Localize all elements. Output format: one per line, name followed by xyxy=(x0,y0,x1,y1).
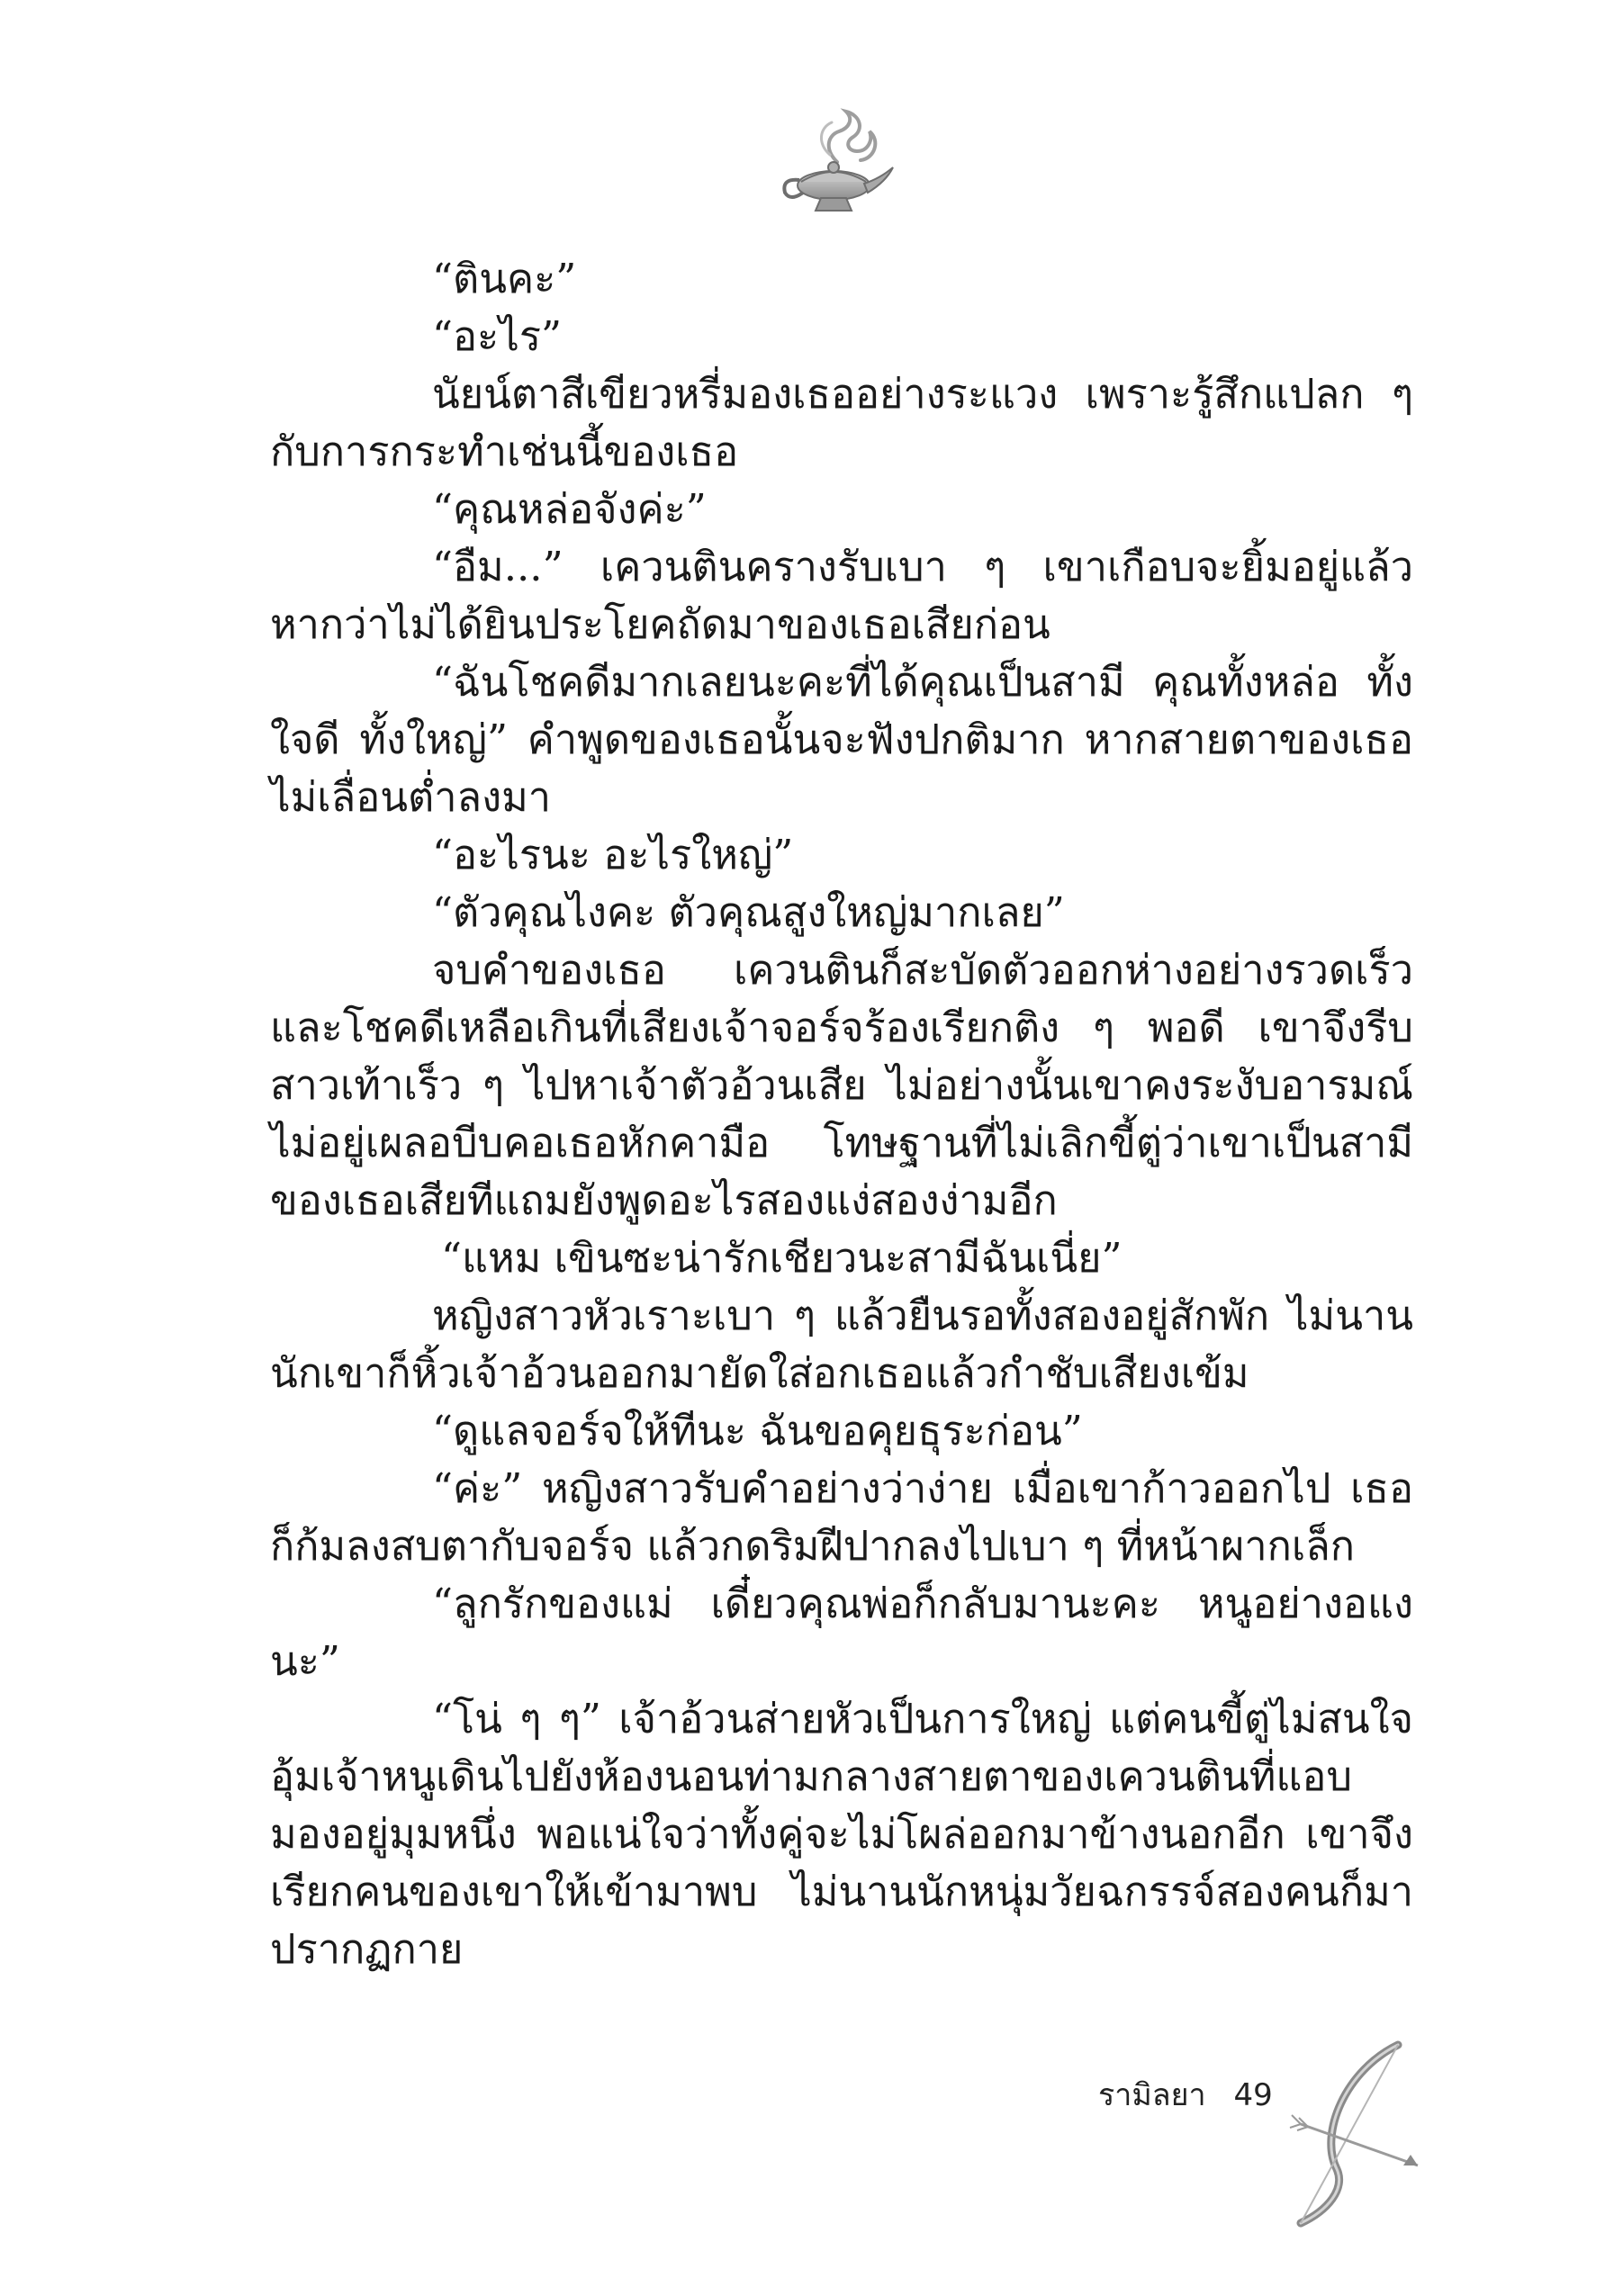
paragraph: “โน่ ๆ ๆ” เจ้าอ้วนส่ายหัวเป็นการใหญ่ แต่คนขี้ตู่ไม่สนใจอุ้มเจ้าหนูเดินไปยังห้องนอนท่ามกลางสายตาของเควนตินที่แอบมองอยู่มุมหนึ่ง พอแน่ใจว่าทั้งคู่จะไม่โผล่ออกมาข้างนอกอีก เขาจึงเรียกคนของเขาให้เข้ามาพบ ไม่นานนักหนุ่มวัยฉกรรจ์สองคนก็มาปรากฏกาย xyxy=(270,1695,1413,1973)
paragraph: “อะไรนะ อะไรใหญ่” xyxy=(432,831,794,878)
paragraph: หญิงสาวหัวเราะเบา ๆ แล้วยืนรอทั้งสองอยู่สักพัก ไม่นานนักเขาก็หิ้วเจ้าอ้วนออกมายัดใส่อกเธอแล้วกำชับเสียงเข้ม xyxy=(270,1292,1413,1397)
paragraph: “อะไร” xyxy=(432,312,563,360)
paragraph: “คุณหล่อจังค่ะ” xyxy=(432,485,707,533)
author-name: รามิลยา xyxy=(1098,2077,1206,2113)
paragraph: นัยน์ตาสีเขียวหรี่มองเธออย่างระแวง เพราะรู้สึกแปลก ๆ กับการกระทำเช่นนี้ของเธอ xyxy=(270,370,1413,475)
paragraph: “ฉันโชคดีมากเลยนะคะที่ได้คุณเป็นสามี คุณทั้งหล่อ ทั้งใจดี ทั้งใหญ่” คำพูดของเธอนั้นจะฟังปกติมาก หากสายตาของเธอไม่เลื่อนต่ำลงมา xyxy=(270,658,1413,821)
page-footer xyxy=(1080,2061,1422,2259)
body-text xyxy=(270,250,1413,1978)
bow-and-arrow-icon xyxy=(1283,2034,1427,2232)
paragraph: “ตัวคุณไงคะ ตัวคุณสูงใหญ่มากเลย” xyxy=(432,888,1065,936)
paragraph: จบคำของเธอ เควนตินก็สะบัดตัวออกห่างอย่างรวดเร็ว และโชคดีเหลือเกินที่เสียงเจ้าจอร์จร้องเรียกติง ๆ พอดี เขาจึงรีบสาวเท้าเร็ว ๆ ไปหาเจ้าตัวอ้วนเสีย ไม่อย่างนั้นเขาคงระงับอารมณ์ไม่อยู่เผลอบีบคอเธอหักคามือ โทษฐานที่ไม่เลิกขี้ตู่ว่าเขาเป็นสามีของเธอเสียทีแถมยังพูดอะไรสองแง่สองง่ามอีก xyxy=(270,946,1413,1224)
paragraph: “ดูแลจอร์จให้ทีนะ ฉันขอคุยธุระก่อน” xyxy=(432,1407,1083,1454)
paragraph: “อืม...” เควนตินครางรับเบา ๆ เขาเกือบจะยิ้มอยู่แล้ว หากว่าไม่ได้ยินประโยคถัดมาของเธอเสียก่อน xyxy=(270,543,1413,648)
paragraph: “ลูกรักของแม่ เดี๋ยวคุณพ่อก็กลับมานะคะ หนูอย่างอแงนะ” xyxy=(270,1580,1413,1685)
paragraph: “แหม เขินซะน่ารักเชียวนะสามีฉันเนี่ย” xyxy=(441,1234,1123,1282)
page-number: 49 xyxy=(1233,2077,1273,2113)
footer-label xyxy=(1098,2070,1273,2119)
magic-lamp-icon xyxy=(774,99,900,225)
paragraph: “ค่ะ” หญิงสาวรับคำอย่างว่าง่าย เมื่อเขาก้าวออกไป เธอก็ก้มลงสบตากับจอร์จ แล้วกดริมฝีปากลงไปเบา ๆ ที่หน้าผากเล็ก xyxy=(270,1464,1413,1570)
paragraph: “ตินคะ” xyxy=(432,255,577,302)
